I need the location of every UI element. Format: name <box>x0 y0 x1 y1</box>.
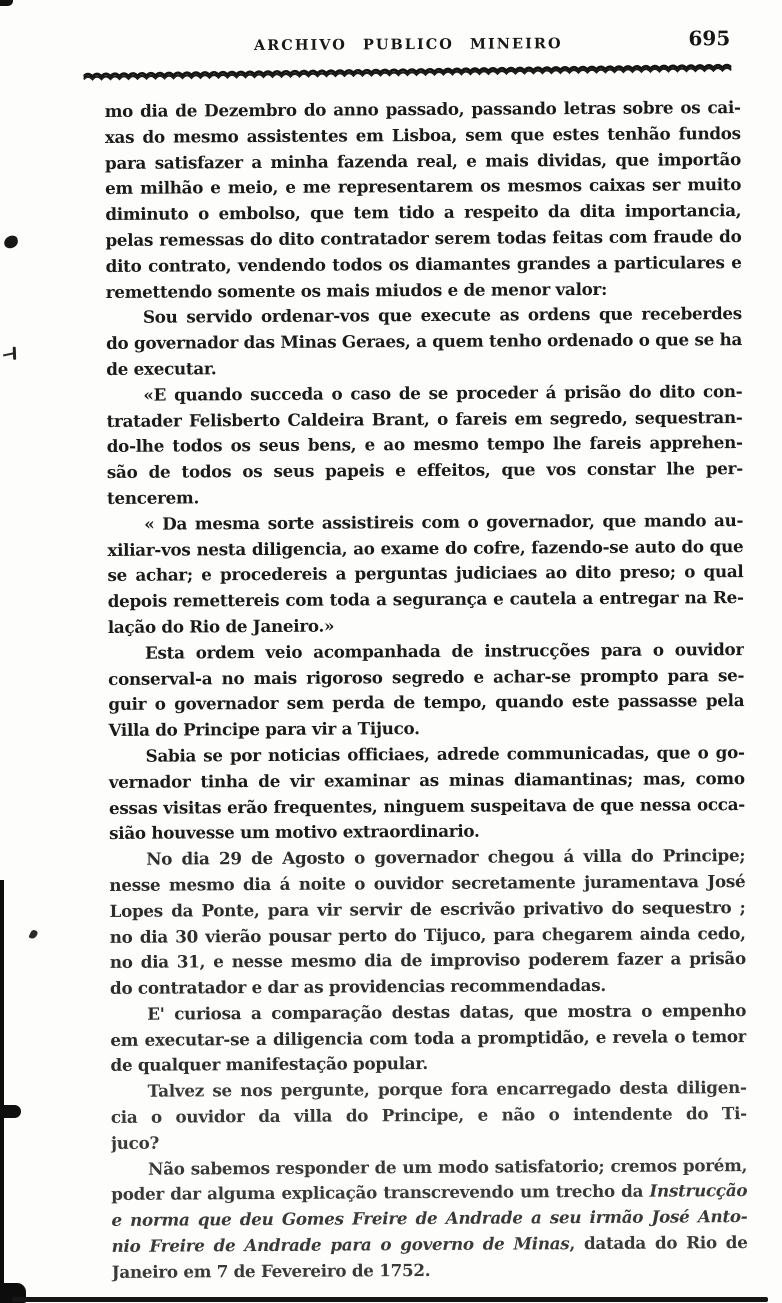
scan-left-edge-shadow <box>0 880 4 1303</box>
text-run-italic: e norma que deu Gomes Freire de Andrade a seu irmão José Anto- <box>111 1206 748 1231</box>
paragraph <box>110 998 746 1079</box>
text-line: sião houvesse um motivo extraordinario. <box>109 820 480 844</box>
text-line: vernador tinha de vir examinar as minas diamantinas; mas, como <box>108 767 745 792</box>
text-line: Talvez se nos pergunte, porque fora encarregado desta diligen- <box>147 1077 747 1101</box>
page-header <box>104 28 740 58</box>
text-line: Villa do Principe para vir a Tijuco. <box>108 718 420 741</box>
text-line: xiliar-vos nesta diligencia, ao exame do cofre, fazendo-se auto do que <box>107 535 744 560</box>
text-line: pelas remessas do dito contratador serem todas feitas com fraude do <box>105 226 742 250</box>
text-line: Sabia se por noticias officiaes, adrede communicadas, que o go- <box>145 741 745 766</box>
scan-corner-mark <box>0 0 13 6</box>
text-line: No dia 29 de Agosto o governador chegou á villa do Principe; <box>146 845 746 869</box>
text-line: diminuto o embolso, que tem tido a respeito da dita importancia, <box>105 200 742 225</box>
text-line: tencerem. <box>106 487 200 508</box>
margin-pen-mark <box>2 346 21 362</box>
text-line: « Da mesma sorte assistireis com o governador, que mando au- <box>144 509 744 534</box>
scan-bottom-edge-bar <box>12 1297 768 1302</box>
text-run: , datada do Rio de <box>569 1232 748 1254</box>
paragraph <box>108 637 745 744</box>
paragraph <box>109 740 746 847</box>
text-line: se achar; e procedereis a perguntas judiciaes ao dito preso; o qual <box>107 561 744 586</box>
text-line: no dia 30 vierão pousar perto do Tijuco, para chegarem ainda cedo, <box>109 922 746 947</box>
text-line: cia o ouvidor da villa do Principe, e não o intendente do Ti- <box>110 1103 747 1128</box>
text-run-italic: nio Freire de Andrade para o governo de Minas <box>111 1233 570 1256</box>
text-line: de qualquer manifestação popular. <box>110 1053 428 1076</box>
page-number: 695 <box>688 26 731 51</box>
text-line: Sou servido ordenar-vos que execute as ordens que receberdes <box>142 303 742 328</box>
text-line: mo dia de Dezembro do anno passado, passando letras sobre os cai- <box>104 97 741 121</box>
margin-tick-mark <box>28 929 38 940</box>
text-line: do governador das Minas Geraes, a quem tenho ordenado o que se ha <box>106 329 743 354</box>
text-line <box>111 1179 747 1209</box>
margin-dash-mark <box>0 1105 21 1118</box>
paragraph <box>111 1075 747 1156</box>
paragraph <box>106 301 742 382</box>
margin-ink-blot <box>3 234 19 249</box>
text-line: juco? <box>110 1132 160 1153</box>
text-run-italic: Instrucção <box>649 1180 748 1202</box>
text-line: nesse mesmo dia á noite o ouvidor secretamente juramentava José <box>109 870 746 895</box>
text-line: no dia 31, e nesse mesmo dia de improviso poderem fazer a prisão <box>109 948 746 973</box>
text-line: E' curiosa a comparação destas datas, que mostra o empenho <box>147 999 747 1024</box>
text-line: conserval-a no mais rigoroso segredo e achar-se prompto para se- <box>108 664 745 689</box>
text-line: Esta ordem veio acompanhada de instrucções para o ouvidor <box>144 638 745 663</box>
text-line: Janeiro em 7 de Fevereiro de 1752. <box>111 1259 431 1282</box>
text-line: do-lhe todos os seus bens, e ao mesmo tempo lhe fareis apprehen- <box>106 432 743 457</box>
text-line: em milhão e meio, e me representarem os mesmos caixas ser muito <box>105 174 742 199</box>
body-text <box>105 95 748 1286</box>
text-line: xas do mesmo assistentes em Lisboa, sem que estes tenhão fundos <box>104 122 741 147</box>
paragraph <box>109 843 746 1002</box>
text-line: Lopes da Ponte, para vir servir de escrivão privativo do sequestro ; <box>109 896 746 921</box>
paragraph <box>105 95 742 305</box>
text-line: do contratador e dar as providencias recommendadas. <box>109 975 606 999</box>
page-content <box>104 28 748 1286</box>
text-run: poder dar alguma explicação transcrevendo um trecho da <box>111 1181 650 1205</box>
text-line: guir o governador sem perda de tempo, quando este passasse pela <box>108 690 745 715</box>
paragraph <box>111 1153 748 1286</box>
pen-mark-stroke <box>13 347 16 360</box>
text-line: essas visitas erão frequentes, ninguem suspeitava de que nessa occa- <box>108 793 745 818</box>
text-line <box>111 1204 747 1234</box>
text-line <box>112 1230 748 1260</box>
text-line: depois remettereis com toda a segurança e cautela a entregar na Re- <box>107 587 744 612</box>
text-line: tratader Felisberto Caldeira Brant, o fareis em segredo, sequestran- <box>106 406 743 431</box>
text-line: «E quando succeda o caso de se proceder á prisão do dito con- <box>143 380 743 405</box>
text-line: remettendo somente os mais miudos e de menor valor: <box>105 278 608 302</box>
text-line: dito contrato, vendendo todos os diamantes grandes a particulares e <box>105 251 742 276</box>
text-line: são de todos os seus papeis e effeitos, que vos constar lhe per- <box>106 458 743 483</box>
header-rule <box>83 62 731 83</box>
text-line: em executar-se a diligencia com toda a promptidão, e revela o temor <box>110 1025 747 1050</box>
text-line: para satisfazer a minha fazenda real, e mais dividas, que importão <box>104 148 742 173</box>
pen-mark-stroke <box>3 352 14 356</box>
scan-bottom-left-shadow <box>0 1283 26 1303</box>
text-line: de executar. <box>106 358 217 379</box>
paragraph <box>106 379 743 512</box>
running-title: ARCHIVO PUBLICO MINEIRO <box>253 35 563 55</box>
text-line: Não sabemos responder de um modo satisfatorio; cremos porém, <box>148 1154 748 1179</box>
paragraph <box>107 508 744 641</box>
text-line: lação do Rio de Janeiro.» <box>107 615 335 637</box>
